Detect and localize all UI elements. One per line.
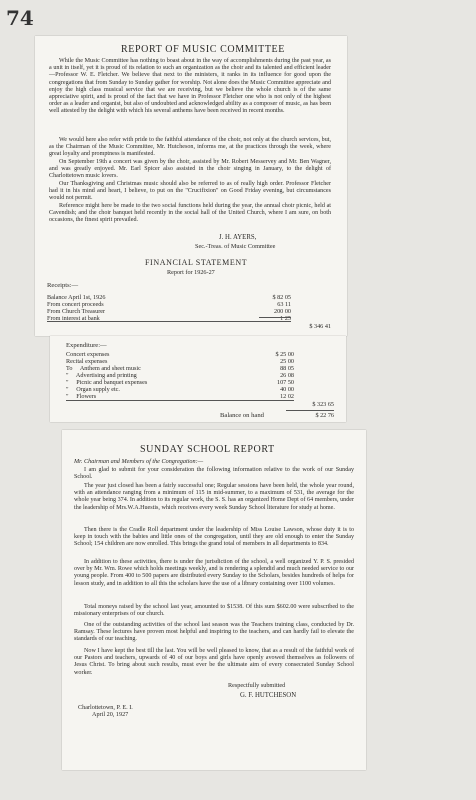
receipt-row: From interest at bank (47, 315, 100, 322)
expenditure-heading: Expenditure:— (66, 342, 107, 349)
expenditure-amount: 107 50 (276, 379, 294, 386)
financial-statement-subtitle: Report for 1926-27 (167, 269, 215, 276)
sunday-paragraph-5: Total moneys raised by the school last year, amounted to $1538. Of this sum $602.00 were subscribed to the missionary enterprises of our church. (74, 604, 354, 618)
music-paragraph-5: Reference might here be made to the two social functions held during the year, the annual choir picnic, held at Cavendish; and the choir banquet held recently in the social hall of the United Church, where I am sure, on both occasions, the finest spirit prevailed. (49, 203, 331, 224)
sunday-paragraph-2: The year just closed has been a fairly successful one; Regular sessions have been held, the whole year round, with an attendance ranging from a minimum of 115 in mid-summer, to a maximum of 531, the average for the whole year being 374. In addition to its regular work, the S. S. has an organized Home Dept of 64 members, under the leadership of Mrs.W.A.Huestis, which receives every week Sunday School literature for study at home. (74, 483, 354, 511)
sunday-school-title: SUNDAY SCHOOL REPORT (140, 444, 275, 455)
receipt-amount: 63 11 (277, 301, 291, 308)
receipt-row: From concert proceeds (47, 301, 104, 308)
receipt-row: Balance April 1st, 1926 (47, 294, 106, 301)
receipt-amount: 1 25 (280, 315, 291, 322)
expenditure-row: Recital expenses (66, 358, 108, 365)
receipts-total: $ 346 41 (309, 323, 331, 330)
expenditure-amount: 26 08 (280, 372, 294, 379)
sunday-paragraph-4: In addition to these activities, there is under the jurisdiction of the school, a well organized Y. P. S. presided over by Mr. Wm. Rowe which holds meetings weekly, and is rendering a splendid and much needed service to our young people. From 400 to 500 papers are distributed every Sunday to the Scholars, besides hundreds of helps for lesson study, and in addition to all this the scholars have the use of a library containing over 1100 volumes. (74, 559, 354, 587)
sunday-paragraph-3: Then there is the Cradle Roll department under the leadership of Miss Louise Lawson, whose duty it is to keep in touch with the babies and little ones of the congregation, until they are old enough to enter the Sunday School; 154 children are now enrolled. This brings the grand total of members in all departments to 834. (74, 527, 354, 548)
expenditure-row: " Picnic and banquet expenses (66, 379, 148, 386)
music-paragraph-1: While the Music Committee has nothing to boast about in the way of accomplishments during the past year, as a unit in itself, yet it is proud of its relation to such an organization as the choir and its talented and efficient leader—Professor W. E. Fletcher. We believe that next to the ministers, it ranks in its influence for good upon the congregations that from Sunday to Sunday gather for worship. Not alone does the Music Committee appreciate and enjoy the high class musical service that we are receiving, but we believe the whole church is of the same appreciative spirit, and is proud of the fact that we have in Professor Fletcher one who is not only of the highest order as a leader and organist, but also of undoubted and acknowledged ability as a composer of music, as has been well attested by the delight with which his several anthems have been received in recent months. (49, 58, 331, 115)
report-place: Charlottetown, P. E. I. (78, 704, 133, 711)
music-report-title: REPORT OF MUSIC COMMITTEE (121, 44, 285, 55)
receipts-heading: Receipts:— (47, 282, 79, 289)
music-signature-title: Sec.-Treas. of Music Committee (195, 243, 276, 250)
music-committee-report (35, 36, 347, 336)
balance-rule (286, 410, 334, 411)
closing-line: Respectfully submitted (228, 682, 286, 689)
expenditure-statement (50, 336, 346, 422)
expenditure-amount: 40 00 (280, 386, 294, 393)
expenditure-row: To Anthem and sheet music (66, 365, 141, 372)
page-number: 74 (6, 6, 34, 30)
sunday-school-report (62, 430, 366, 770)
signer-name: G. F. HUTCHESON (240, 692, 297, 699)
sunday-paragraph-6: One of the outstanding activities of the school last season was the Teachers training class, conducted by Dr. Ramsay. These lectures have proven most helpful and inspiring to the teachers, and can hardly fail to elevate the standards of our teaching. (74, 622, 354, 643)
sunday-paragraph-1: I am glad to submit for your consideration the following information relative to the work of our Sunday School. (74, 467, 354, 481)
expenditure-underline (66, 400, 294, 401)
receipt-amount: 200 00 (273, 308, 291, 315)
music-signature-name: J. H. AYERS, (219, 234, 257, 241)
expenditure-row: Concert expenses (66, 351, 110, 358)
receipts-underline (47, 321, 291, 322)
expenditure-amount: 25 00 (280, 358, 294, 365)
expenditure-row: " Flowers (66, 393, 97, 400)
expenditure-row: " Organ supply etc. (66, 386, 120, 393)
receipt-amount: $ 82 05 (272, 294, 291, 301)
expenditure-row: " Advertising and printing (66, 372, 137, 379)
expenditure-amount: 88 05 (280, 365, 294, 372)
music-paragraph-3: On September 19th a concert was given by the choir, assisted by Mr. Robert Messervey and Mr. Ben Wagner, and was greatly enjoyed. Mr. Earl Spicer also assisted in the choir singing in January, to the delight of Charlottetown music lovers. (49, 159, 331, 180)
expenditure-total: $ 323 65 (312, 401, 334, 408)
expenditure-amount: $ 25 00 (275, 351, 294, 358)
sunday-paragraph-7: Now I have kept the best till the last. You will be well pleased to know, that as a result of the faithful work of our Pastors and teachers, upwards of 40 of our boys and girls have openly avowed themselves as followers of Jesus Christ. To bring about such results, must ever be the ultimate aim of every consecrated Sunday School worker. (74, 648, 354, 676)
music-paragraph-4: Our Thanksgiving and Christmas music should also be referred to as of really high order. Professor Fletcher had it in his mind and heart, I believe, to put on the "Crucifixion" on Good Friday evening, but circumstances would not permit. (49, 181, 331, 202)
receipts-sum-rule (259, 317, 291, 318)
expenditure-amount: 12 02 (280, 393, 294, 400)
financial-statement-title: FINANCIAL STATEMENT (145, 258, 248, 267)
report-date: April 20, 1927 (92, 711, 129, 718)
balance-label: Balance on hand (220, 412, 264, 419)
salutation: Mr. Chairman and Members of the Congregation:— (74, 458, 204, 465)
receipt-row: From Church Treasurer (47, 308, 106, 315)
music-paragraph-2: We would here also refer with pride to the faithful attendance of the choir, not only at the church services, but, as the Chairman of the Music Committee, Mr. Hutcheson, informs me, at the practices through the week, where great loyalty and promptness is manifested. (49, 137, 331, 158)
balance-amount: $ 22 76 (315, 412, 334, 419)
